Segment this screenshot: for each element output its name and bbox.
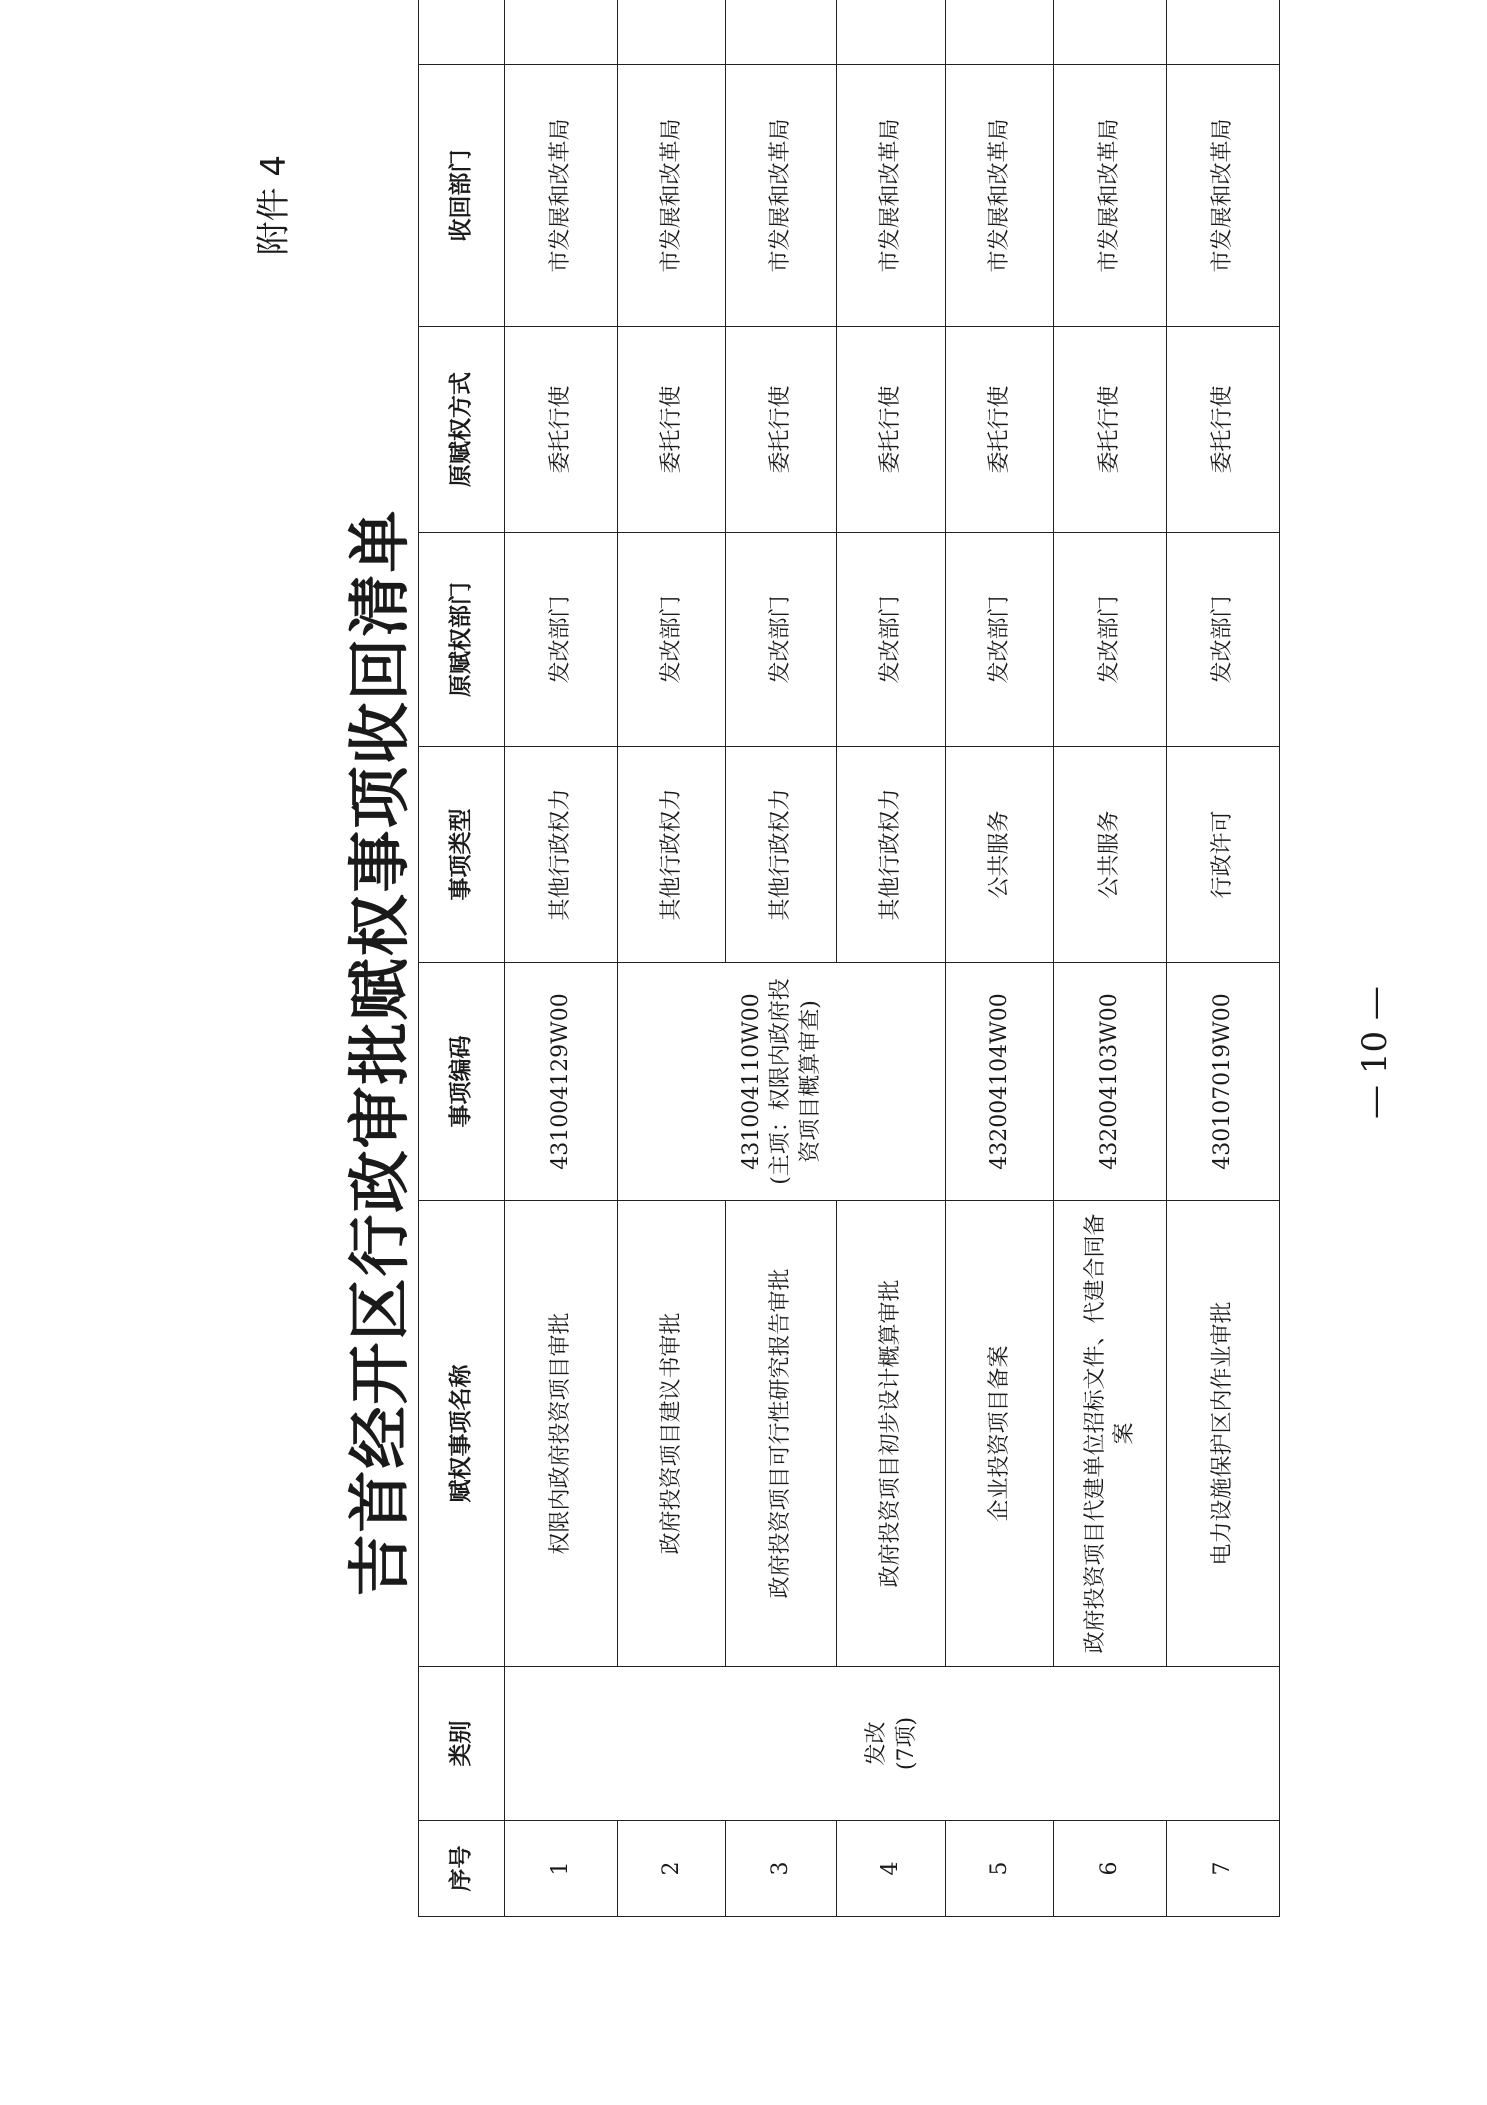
table-row — [1167, 0, 1280, 1917]
cell-orig-dept: 发改部门 — [945, 533, 1054, 747]
table-row — [726, 0, 837, 1917]
cell-code: 432004103W00 — [1054, 963, 1167, 1201]
cell-name: 电力设施保护区内作业审批 — [1167, 1201, 1280, 1667]
header-no: 序号 — [419, 1821, 505, 1917]
page-number: — 10 — — [1355, 986, 1395, 1119]
cell-method: 委托行使 — [945, 327, 1054, 533]
cell-recall-dept: 市发展和改革局 — [505, 65, 618, 327]
cell-code: 432004104W00 — [945, 963, 1054, 1201]
table-row — [1054, 0, 1167, 1917]
cell-method: 委托行使 — [726, 327, 837, 533]
cell-name: 政府投资项目代建单位招标文件、代建合同备案 — [1054, 1201, 1167, 1667]
cell-orig-dept: 发改部门 — [726, 533, 837, 747]
cell-orig-dept: 发改部门 — [837, 533, 946, 747]
category-label: 发改 — [864, 1721, 890, 1766]
table-row — [505, 0, 618, 1917]
cell-no: 3 — [726, 1821, 837, 1917]
cell-no: 6 — [1054, 1821, 1167, 1917]
cell-name: 政府投资项目建议书审批 — [617, 1201, 726, 1667]
header-type: 事项类型 — [419, 747, 505, 963]
header-code: 事项编码 — [419, 963, 505, 1201]
cell-no: 2 — [617, 1821, 726, 1917]
header-orig-dept: 原赋权部门 — [419, 533, 505, 747]
header-note — [419, 0, 505, 65]
cell-code: 431004129W00 — [505, 963, 618, 1201]
cell-orig-dept: 发改部门 — [1054, 533, 1167, 747]
shared-code-note: (主项：权限内政府投资项目概算审查) — [768, 978, 824, 1185]
header-name: 赋权事项名称 — [419, 1201, 505, 1667]
cell-type: 公共服务 — [945, 747, 1054, 963]
attachment-label: 附件 4 — [254, 155, 294, 256]
cell-type: 公共服务 — [1054, 747, 1167, 963]
cell-code-shared — [617, 963, 945, 1201]
table-row — [945, 0, 1054, 1917]
cell-no: 1 — [505, 1821, 618, 1917]
cell-recall-dept: 市发展和改革局 — [617, 65, 726, 327]
shared-code: 431004110W00 — [738, 993, 764, 1170]
cell-method: 委托行使 — [1054, 327, 1167, 533]
cell-type: 其他行政权力 — [617, 747, 726, 963]
cell-name: 政府投资项目初步设计概算审批 — [837, 1201, 946, 1667]
header-method: 原赋权方式 — [419, 327, 505, 533]
cell-method: 委托行使 — [1167, 327, 1280, 533]
cell-method: 委托行使 — [505, 327, 618, 533]
cell-type: 行政许可 — [1167, 747, 1280, 963]
cell-note — [505, 0, 618, 65]
cell-recall-dept: 市发展和改革局 — [945, 65, 1054, 327]
cell-no: 7 — [1167, 1821, 1280, 1917]
cell-note — [617, 0, 726, 65]
cell-method: 委托行使 — [617, 327, 726, 533]
cell-recall-dept: 市发展和改革局 — [1054, 65, 1167, 327]
cell-type: 其他行政权力 — [505, 747, 618, 963]
header-category: 类别 — [419, 1667, 505, 1821]
cell-note — [726, 0, 837, 65]
cell-name: 企业投资项目备案 — [945, 1201, 1054, 1667]
cell-orig-dept: 发改部门 — [505, 533, 618, 747]
cell-orig-dept: 发改部门 — [1167, 533, 1280, 747]
cell-method: 委托行使 — [837, 327, 946, 533]
cell-recall-dept: 市发展和改革局 — [1167, 65, 1280, 327]
cell-recall-dept: 市发展和改革局 — [837, 65, 946, 327]
cell-type: 其他行政权力 — [726, 747, 837, 963]
category-count: (7项) — [894, 1716, 919, 1771]
cell-code: 430107019W00 — [1167, 963, 1280, 1201]
table-row — [617, 0, 726, 1917]
cell-no: 5 — [945, 1821, 1054, 1917]
cell-note — [945, 0, 1054, 65]
table-row — [837, 0, 946, 1917]
cell-name: 政府投资项目可行性研究报告审批 — [726, 1201, 837, 1667]
cell-orig-dept: 发改部门 — [617, 533, 726, 747]
recall-list-table — [418, 0, 1280, 1917]
header-recall-dept: 收回部门 — [419, 65, 505, 327]
cell-note — [1054, 0, 1167, 65]
cell-category — [505, 1667, 1280, 1821]
header-row — [419, 0, 505, 1917]
cell-note — [837, 0, 946, 65]
cell-type: 其他行政权力 — [837, 747, 946, 963]
cell-note — [1167, 0, 1280, 65]
cell-no: 4 — [837, 1821, 946, 1917]
cell-name: 权限内政府投资项目审批 — [505, 1201, 618, 1667]
cell-recall-dept: 市发展和改革局 — [726, 65, 837, 327]
document-title: 吉首经开区行政审批赋权事项收回清单 — [343, 508, 416, 1597]
